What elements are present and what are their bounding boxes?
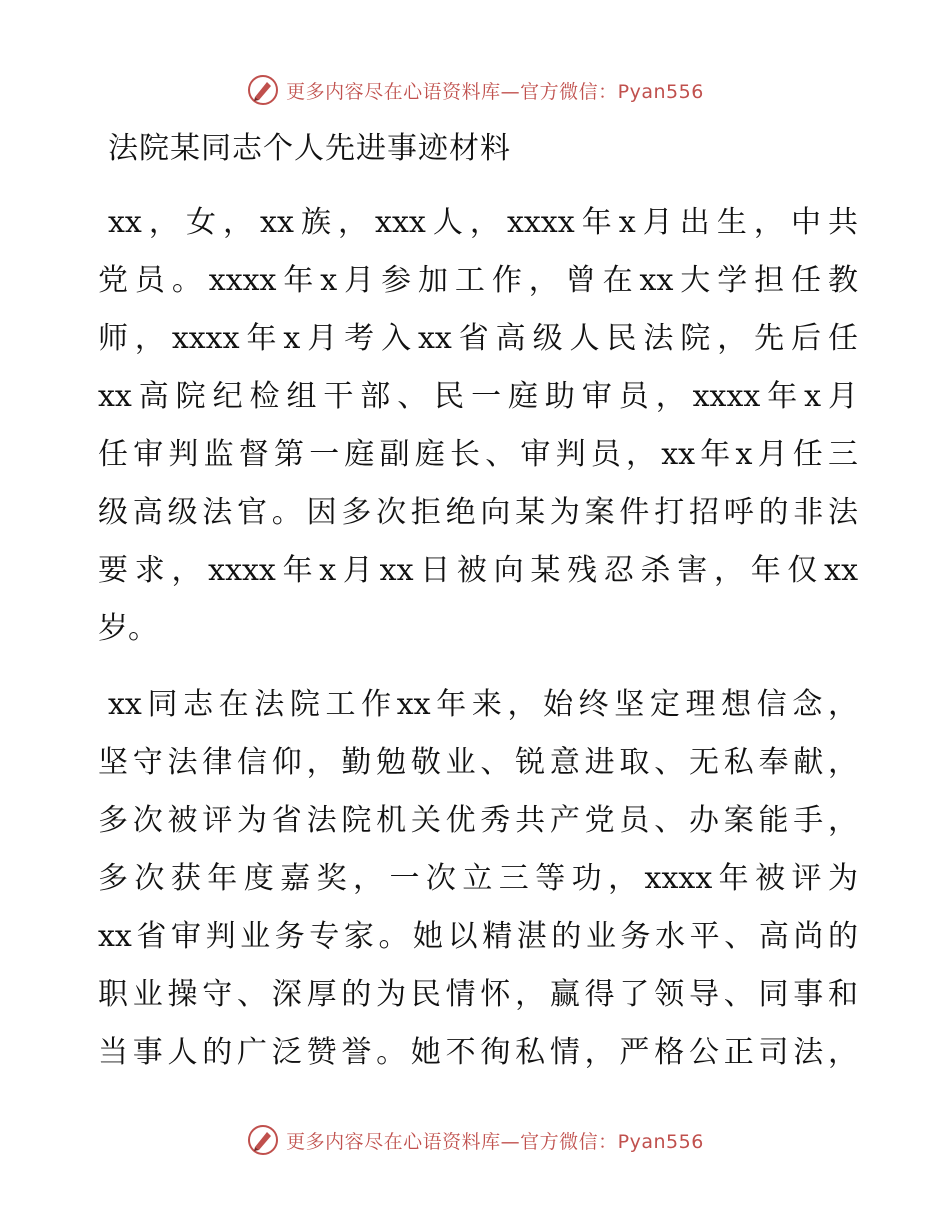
header-banner-text <box>286 77 704 104</box>
footer-banner-contact: 官方微信：Pyan556 <box>520 1130 704 1153</box>
paragraph-2-line: 多次被评为省法院机关优秀共产党员、办案能手， <box>98 803 858 838</box>
pen-logo-icon <box>246 1123 280 1157</box>
paragraph-2-line: xx省审判业务专家。她以精湛的业务水平、高尚的 <box>98 919 858 954</box>
footer-watermark-banner <box>0 1120 950 1160</box>
paragraph-2 <box>98 676 858 1082</box>
paragraph-2-line: 坚守法律信仰，勤勉敬业、锐意进取、无私奉献， <box>98 745 858 780</box>
paragraph-1-line: 任审判监督第一庭副庭长、审判员，xx年x月任三 <box>98 437 858 472</box>
paragraph-2-line: xx同志在法院工作xx年来，始终坚定理想信念， <box>108 687 858 722</box>
paragraph-2-line: 多次获年度嘉奖，一次立三等功，xxxx年被评为 <box>98 861 858 896</box>
paragraph-1-line: 要求，xxxx年x月xx日被向某残忍杀害，年仅xx <box>98 553 858 588</box>
paragraph-2-line: 当事人的广泛赞誉。她不徇私情，严格公正司法， <box>98 1035 858 1070</box>
pen-logo-icon <box>246 73 280 107</box>
paragraph-2-line: 职业操守、深厚的为民情怀，赢得了领导、同事和 <box>98 977 858 1012</box>
paragraph-1-line: 岁。 <box>98 611 158 646</box>
paragraph-1-line: 师，xxxx年x月考入xx省高级人民法院，先后任 <box>98 321 858 356</box>
header-banner-separator: — <box>500 80 521 103</box>
paragraph-1-line: xx，女，xx族，xxx人，xxxx年x月出生，中共 <box>108 205 858 240</box>
paragraph-1-line: xx高院纪检组干部、民一庭助审员，xxxx年x月 <box>98 379 858 414</box>
header-watermark-banner <box>0 70 950 110</box>
paragraph-1 <box>98 194 858 658</box>
document-title: 法院某同志个人先进事迹材料 <box>108 131 511 166</box>
paragraph-1-line: 党员。xxxx年x月参加工作，曾在xx大学担任教 <box>98 263 858 298</box>
header-banner-title: 更多内容尽在心语资料库 <box>286 80 501 103</box>
footer-banner-title: 更多内容尽在心语资料库 <box>286 1130 501 1153</box>
footer-banner-text <box>286 1127 704 1154</box>
header-banner-contact: 官方微信：Pyan556 <box>520 80 704 103</box>
paragraph-1-line: 级高级法官。因多次拒绝向某为案件打招呼的非法 <box>98 495 858 530</box>
footer-banner-separator: — <box>500 1130 521 1153</box>
